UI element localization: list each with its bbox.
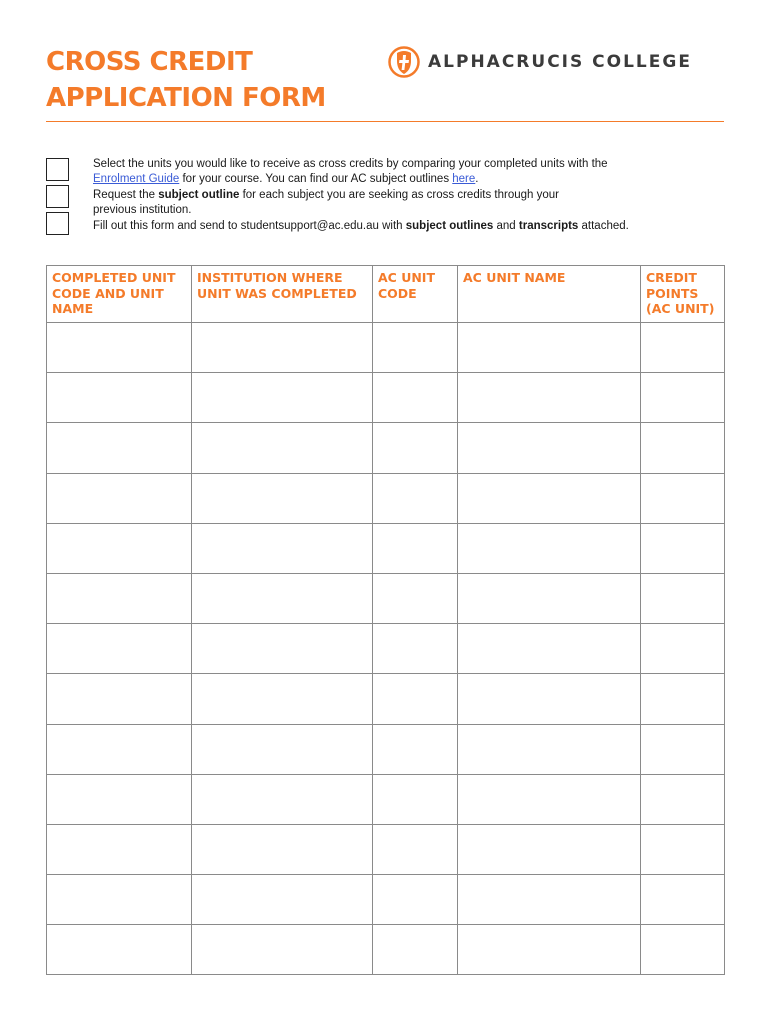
ac-unit-code-input[interactable] <box>373 825 457 874</box>
institution-input[interactable] <box>192 674 372 723</box>
ac-unit-name-cell <box>458 473 641 523</box>
credit-points-input[interactable] <box>641 875 724 924</box>
credit-points-input[interactable] <box>641 373 724 422</box>
table-row <box>47 323 725 373</box>
instruction-line-5-a: Fill out this form and send to studentsupport@ac.edu.au with <box>93 219 406 232</box>
instruction-line-3-a: Request the <box>93 188 159 201</box>
ac-unit-code-cell <box>373 774 458 824</box>
ac-unit-name-cell <box>458 925 641 975</box>
form-title-line1: CROSS CREDIT <box>46 47 253 77</box>
ac-unit-code-input[interactable] <box>373 373 457 422</box>
header-divider <box>46 121 724 122</box>
table-row <box>47 373 725 423</box>
college-logo <box>388 44 692 80</box>
institution-cell <box>192 624 373 674</box>
ac-unit-name-input[interactable] <box>458 624 640 673</box>
ac-unit-name-cell <box>458 523 641 573</box>
table-row <box>47 473 725 523</box>
table-row <box>47 674 725 724</box>
ac-unit-code-cell <box>373 323 458 373</box>
ac-unit-name-input[interactable] <box>458 725 640 774</box>
ac-unit-name-cell <box>458 624 641 674</box>
ac-unit-code-input[interactable] <box>373 674 457 723</box>
instruction-line-2 <box>93 172 713 187</box>
completed-unit-input[interactable] <box>47 925 191 974</box>
college-logo-text: ALPHACRUCIS COLLEGE <box>428 52 692 72</box>
completed-unit-cell <box>47 674 192 724</box>
institution-cell <box>192 473 373 523</box>
instruction-line-5-c: attached. <box>578 219 629 232</box>
table-row <box>47 523 725 573</box>
institution-cell <box>192 774 373 824</box>
ac-unit-name-cell <box>458 423 641 473</box>
column-header-institution: INSTITUTION WHERE UNIT WAS COMPLETED <box>192 266 373 323</box>
instruction-line-1: Select the units you would like to receive as cross credits by comparing your completed units with the <box>93 158 608 170</box>
credit-points-cell <box>641 624 725 674</box>
credit-points-cell <box>641 473 725 523</box>
credit-points-input[interactable] <box>641 524 724 573</box>
completed-unit-input[interactable] <box>47 825 191 874</box>
completed-unit-cell <box>47 774 192 824</box>
column-header-ac-unit-name: AC UNIT NAME <box>458 266 641 323</box>
credit-points-cell <box>641 724 725 774</box>
completed-unit-input[interactable] <box>47 373 191 422</box>
institution-input[interactable] <box>192 725 372 774</box>
completed-unit-cell <box>47 875 192 925</box>
ac-unit-code-input[interactable] <box>373 474 457 523</box>
credit-points-cell <box>641 824 725 874</box>
ac-unit-name-input[interactable] <box>458 875 640 924</box>
ac-unit-code-cell <box>373 724 458 774</box>
institution-cell <box>192 875 373 925</box>
column-header-credit-points: CREDIT POINTS (AC UNIT) <box>641 266 725 323</box>
table-row <box>47 724 725 774</box>
ac-unit-name-input[interactable] <box>458 825 640 874</box>
completed-unit-cell <box>47 373 192 423</box>
credit-points-cell <box>641 925 725 975</box>
ac-unit-code-input[interactable] <box>373 875 457 924</box>
table-row <box>47 925 725 975</box>
credit-points-input[interactable] <box>641 925 724 974</box>
table-row <box>47 624 725 674</box>
ac-unit-name-cell <box>458 875 641 925</box>
institution-cell <box>192 373 373 423</box>
completed-unit-cell <box>47 824 192 874</box>
completed-unit-cell <box>47 523 192 573</box>
ac-unit-code-cell <box>373 573 458 623</box>
ac-unit-code-cell <box>373 423 458 473</box>
credit-points-cell <box>641 875 725 925</box>
ac-unit-code-cell <box>373 373 458 423</box>
institution-input[interactable] <box>192 524 372 573</box>
ac-unit-code-input[interactable] <box>373 524 457 573</box>
ac-unit-name-input[interactable] <box>458 925 640 974</box>
ac-unit-code-input[interactable] <box>373 725 457 774</box>
ac-unit-code-input[interactable] <box>373 423 457 472</box>
form-title <box>46 44 326 116</box>
instruction-line-3-bold: subject outline <box>158 188 240 201</box>
table-row <box>47 875 725 925</box>
institution-cell <box>192 824 373 874</box>
institution-input[interactable] <box>192 574 372 623</box>
column-header-completed-unit: COMPLETED UNIT CODE AND UNIT NAME <box>47 266 192 323</box>
completed-unit-cell <box>47 724 192 774</box>
column-header-ac-unit-code: AC UNIT CODE <box>373 266 458 323</box>
table-header-row <box>47 266 725 323</box>
completed-unit-cell <box>47 323 192 373</box>
credit-points-input[interactable] <box>641 474 724 523</box>
credit-points-input[interactable] <box>641 624 724 673</box>
instruction-line-5-bold2: transcripts <box>518 219 579 232</box>
completed-unit-cell <box>47 423 192 473</box>
ac-unit-code-input[interactable] <box>373 775 457 824</box>
institution-input[interactable] <box>192 925 372 974</box>
institution-input[interactable] <box>192 423 372 472</box>
institution-input[interactable] <box>192 875 372 924</box>
ac-unit-code-input[interactable] <box>373 574 457 623</box>
institution-cell <box>192 573 373 623</box>
checkbox-request-outline[interactable] <box>46 185 69 208</box>
credit-points-cell <box>641 523 725 573</box>
credit-points-cell <box>641 323 725 373</box>
institution-cell <box>192 323 373 373</box>
form-title-line2: APPLICATION FORM <box>46 83 326 113</box>
instruction-line-4: previous institution. <box>93 204 192 217</box>
ac-unit-name-cell <box>458 724 641 774</box>
completed-unit-input[interactable] <box>47 423 191 472</box>
ac-unit-code-cell <box>373 523 458 573</box>
institution-cell <box>192 523 373 573</box>
ac-unit-code-input[interactable] <box>373 323 457 372</box>
ac-unit-code-cell <box>373 473 458 523</box>
credit-points-cell <box>641 373 725 423</box>
institution-input[interactable] <box>192 323 372 372</box>
ac-unit-name-cell <box>458 323 641 373</box>
completed-unit-input[interactable] <box>47 474 191 523</box>
completed-unit-cell <box>47 624 192 674</box>
completed-unit-input[interactable] <box>47 323 191 372</box>
credit-points-input[interactable] <box>641 825 724 874</box>
cross-credit-table <box>46 265 725 975</box>
completed-unit-cell <box>47 473 192 523</box>
ac-unit-code-cell <box>373 624 458 674</box>
checkbox-select-units[interactable] <box>46 158 69 181</box>
subject-outlines-link[interactable]: here <box>452 173 476 186</box>
instruction-line-5 <box>93 219 713 234</box>
instruction-line-2-end: . <box>475 173 479 186</box>
ac-unit-name-cell <box>458 774 641 824</box>
completed-unit-input[interactable] <box>47 875 191 924</box>
checklist <box>46 158 70 239</box>
credit-points-input[interactable] <box>641 323 724 372</box>
completed-unit-cell <box>47 573 192 623</box>
ac-unit-name-input[interactable] <box>458 373 640 422</box>
ac-unit-name-cell <box>458 674 641 724</box>
institution-cell <box>192 925 373 975</box>
institution-input[interactable] <box>192 373 372 422</box>
ac-unit-code-cell <box>373 875 458 925</box>
instruction-line-3-b: for each subject you are seeking as cross credits through your <box>239 188 559 201</box>
credit-points-input[interactable] <box>641 674 724 723</box>
ac-unit-code-cell <box>373 925 458 975</box>
ac-unit-name-input[interactable] <box>458 775 640 824</box>
institution-cell <box>192 423 373 473</box>
instruction-line-2-text: for your course. You can find our AC subject outlines <box>179 173 453 186</box>
completed-unit-cell <box>47 925 192 975</box>
instruction-line-5-bold1: subject outlines <box>405 219 494 232</box>
credit-points-input[interactable] <box>641 574 724 623</box>
ac-unit-code-cell <box>373 674 458 724</box>
ac-unit-code-input[interactable] <box>373 925 457 974</box>
instruction-line-5-b: and <box>493 219 519 232</box>
checkbox-send-form[interactable] <box>46 212 69 235</box>
credit-points-input[interactable] <box>641 775 724 824</box>
credit-points-cell <box>641 774 725 824</box>
institution-input[interactable] <box>192 624 372 673</box>
ac-unit-name-cell <box>458 373 641 423</box>
institution-input[interactable] <box>192 775 372 824</box>
table-row <box>47 774 725 824</box>
ac-unit-name-input[interactable] <box>458 524 640 573</box>
instructions <box>93 157 713 234</box>
ac-unit-code-cell <box>373 824 458 874</box>
ac-unit-name-input[interactable] <box>458 474 640 523</box>
table-row <box>47 423 725 473</box>
completed-unit-input[interactable] <box>47 775 191 824</box>
credit-points-input[interactable] <box>641 423 724 472</box>
institution-cell <box>192 674 373 724</box>
ac-unit-name-cell <box>458 573 641 623</box>
credit-points-cell <box>641 573 725 623</box>
completed-unit-input[interactable] <box>47 725 191 774</box>
completed-unit-input[interactable] <box>47 574 191 623</box>
ac-unit-name-input[interactable] <box>458 323 640 372</box>
ac-unit-name-input[interactable] <box>458 674 640 723</box>
instruction-line-3 <box>93 188 713 203</box>
completed-unit-input[interactable] <box>47 624 191 673</box>
completed-unit-input[interactable] <box>47 524 191 573</box>
table-body <box>47 323 725 975</box>
enrolment-guide-link[interactable]: Enrolment Guide <box>93 173 180 186</box>
ac-unit-code-input[interactable] <box>373 624 457 673</box>
table-row <box>47 573 725 623</box>
credit-points-cell <box>641 674 725 724</box>
college-crest-icon <box>388 45 420 79</box>
ac-unit-name-input[interactable] <box>458 574 640 623</box>
table-row <box>47 824 725 874</box>
institution-cell <box>192 724 373 774</box>
ac-unit-name-cell <box>458 824 641 874</box>
credit-points-input[interactable] <box>641 725 724 774</box>
completed-unit-input[interactable] <box>47 674 191 723</box>
institution-input[interactable] <box>192 474 372 523</box>
credit-points-cell <box>641 423 725 473</box>
institution-input[interactable] <box>192 825 372 874</box>
ac-unit-name-input[interactable] <box>458 423 640 472</box>
